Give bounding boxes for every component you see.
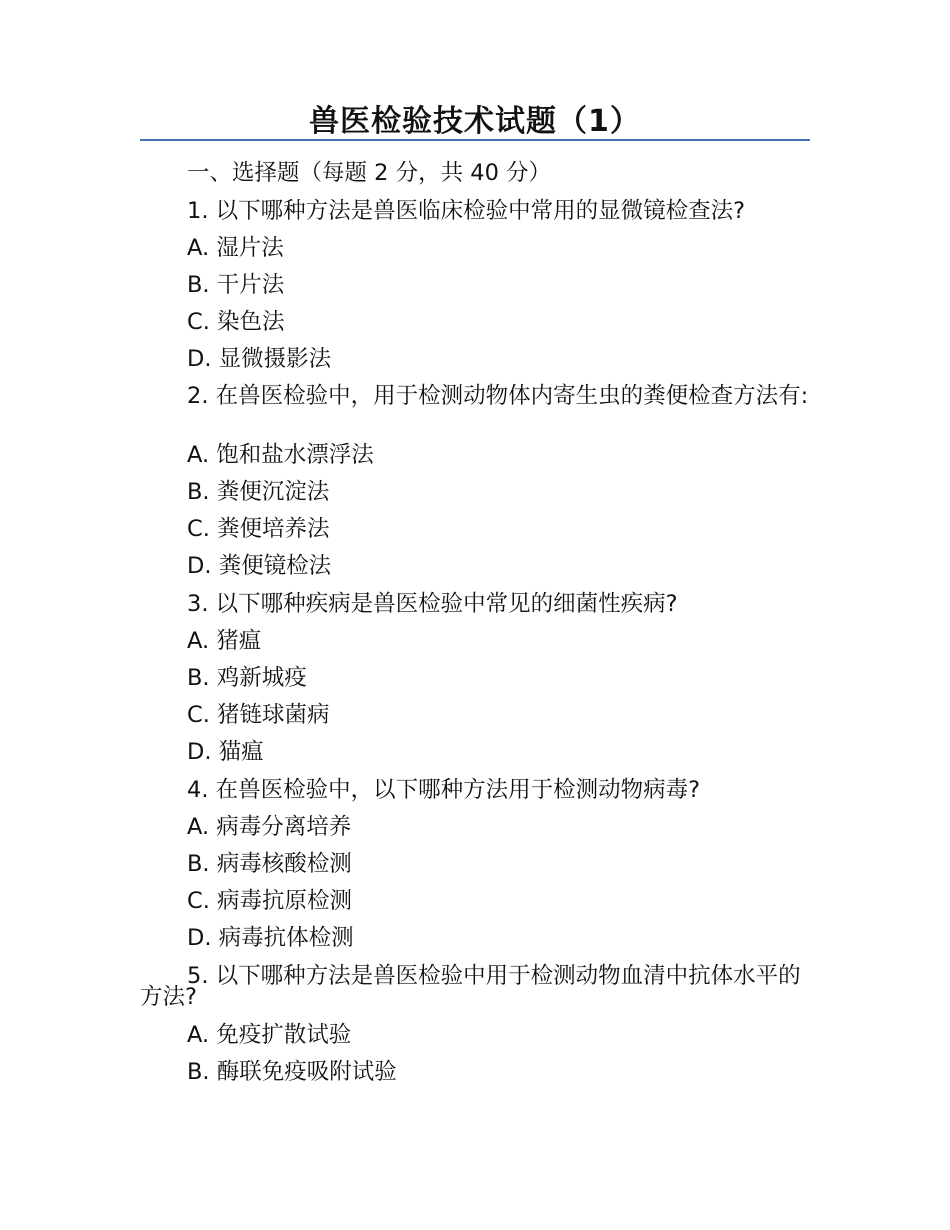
section-heading: 一、选择题（每题 2 分，共 40 分） (187, 160, 552, 186)
question-5-stem: 5. 以下哪种方法是兽医检验中用于检测动物血清中抗体水平的方法? (140, 963, 801, 1010)
question-5-option-a: A. 免疫扩散试验 (187, 1022, 352, 1048)
question-3-option-c: C. 猪链球菌病 (187, 702, 330, 728)
question-1-option-b: B. 干片法 (187, 272, 285, 298)
question-3-option-a: A. 猪瘟 (187, 628, 262, 654)
question-5-option-b: B. 酶联免疫吸附试验 (187, 1059, 397, 1085)
question-3-option-d: D. 猫瘟 (187, 739, 264, 765)
question-2-option-a: A. 饱和盐水漂浮法 (187, 442, 374, 468)
question-1-option-a: A. 湿片法 (187, 235, 284, 261)
question-4-option-a: A. 病毒分离培养 (187, 814, 352, 840)
question-1-option-d: D. 显微摄影法 (187, 346, 332, 372)
question-1-option-c: C. 染色法 (187, 309, 285, 335)
question-3-option-b: B. 鸡新城疫 (187, 665, 307, 691)
question-4-stem: 4. 在兽医检验中，以下哪种方法用于检测动物病毒? (187, 777, 701, 803)
question-4-option-c: C. 病毒抗原检测 (187, 888, 353, 914)
question-2-option-b: B. 粪便沉淀法 (187, 479, 330, 505)
question-1-stem: 1. 以下哪种方法是兽医临床检验中常用的显微镜检查法? (187, 198, 746, 224)
question-2-option-c: C. 粪便培养法 (187, 516, 330, 542)
question-3-stem: 3. 以下哪种疾病是兽医检验中常见的细菌性疾病? (187, 591, 678, 617)
question-2-option-d: D. 粪便镜检法 (187, 553, 332, 579)
document-title: 兽医检验技术试题（1） (309, 104, 641, 139)
question-4-option-b: B. 病毒核酸检测 (187, 851, 352, 877)
title-underline (140, 139, 810, 141)
question-4-option-d: D. 病毒抗体检测 (187, 925, 354, 951)
question-2-stem: 2. 在兽医检验中，用于检测动物体内寄生虫的粪便检查方法有: (187, 383, 809, 409)
